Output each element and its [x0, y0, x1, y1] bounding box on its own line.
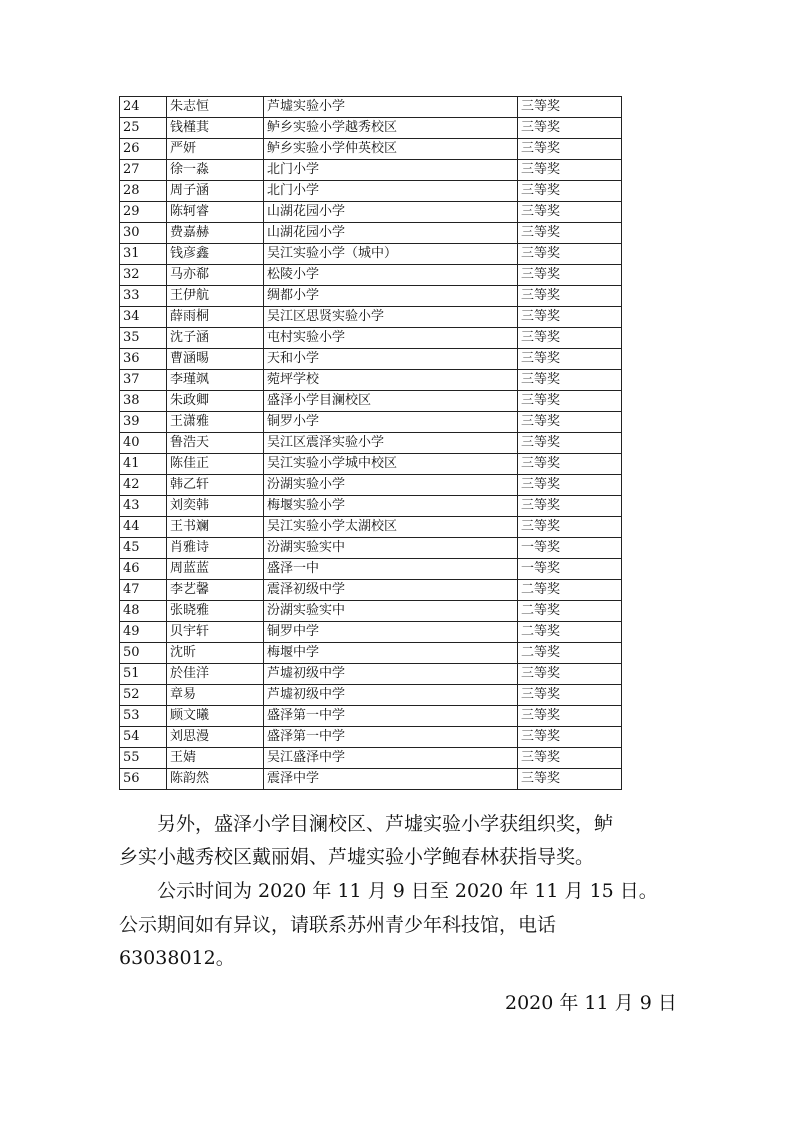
- document-date: 2020 年 11 月 9 日: [505, 992, 677, 1014]
- paragraph-notice-line1: 公示时间为 2020 年 11 月 9 日至 2020 年 11 月 15 日。: [157, 880, 658, 902]
- table-row: [120, 370, 622, 391]
- table-row: [120, 454, 622, 475]
- prize-level: 三等奖: [518, 202, 622, 223]
- prize-level: 三等奖: [518, 664, 622, 685]
- student-name: 曹涵晹: [167, 349, 264, 370]
- row-number: 43: [120, 496, 167, 517]
- student-name: 朱志恒: [167, 97, 264, 118]
- prize-level: 三等奖: [518, 286, 622, 307]
- row-number: 51: [120, 664, 167, 685]
- row-number: 44: [120, 517, 167, 538]
- prize-level: 三等奖: [518, 433, 622, 454]
- prize-level: 一等奖: [518, 559, 622, 580]
- table-row: [120, 559, 622, 580]
- student-name: 刘思漫: [167, 727, 264, 748]
- student-name: 张晓雅: [167, 601, 264, 622]
- prize-level: 三等奖: [518, 265, 622, 286]
- school-name: 盛泽第一中学: [264, 727, 518, 748]
- prize-level: 三等奖: [518, 181, 622, 202]
- table-row: [120, 685, 622, 706]
- student-name: 沈昕: [167, 643, 264, 664]
- table-row: [120, 244, 622, 265]
- row-number: 42: [120, 475, 167, 496]
- table-row: [120, 97, 622, 118]
- row-number: 37: [120, 370, 167, 391]
- table-row: [120, 286, 622, 307]
- row-number: 49: [120, 622, 167, 643]
- prize-level: 三等奖: [518, 97, 622, 118]
- prize-level: 二等奖: [518, 643, 622, 664]
- student-name: 王书斓: [167, 517, 264, 538]
- prize-level: 三等奖: [518, 139, 622, 160]
- paragraph-awards-line1: 另外，盛泽小学目澜校区、芦墟实验小学获组织奖，鲈: [157, 813, 614, 835]
- student-name: 朱政卿: [167, 391, 264, 412]
- prize-level: 二等奖: [518, 622, 622, 643]
- table-row: [120, 517, 622, 538]
- school-name: 芦墟初级中学: [264, 664, 518, 685]
- student-name: 费嘉赫: [167, 223, 264, 244]
- row-number: 40: [120, 433, 167, 454]
- table-row: [120, 412, 622, 433]
- school-name: 芦墟实验小学: [264, 97, 518, 118]
- prize-level: 三等奖: [518, 328, 622, 349]
- school-name: 屯村实验小学: [264, 328, 518, 349]
- school-name: 梅堰实验小学: [264, 496, 518, 517]
- prize-level: 三等奖: [518, 706, 622, 727]
- table-row: [120, 622, 622, 643]
- student-name: 严妍: [167, 139, 264, 160]
- student-name: 章易: [167, 685, 264, 706]
- row-number: 50: [120, 643, 167, 664]
- prize-level: 三等奖: [518, 769, 622, 790]
- school-name: 铜罗中学: [264, 622, 518, 643]
- school-name: 北门小学: [264, 160, 518, 181]
- table-row: [120, 706, 622, 727]
- row-number: 32: [120, 265, 167, 286]
- row-number: 55: [120, 748, 167, 769]
- school-name: 吴江实验小学城中校区: [264, 454, 518, 475]
- row-number: 38: [120, 391, 167, 412]
- school-name: 北门小学: [264, 181, 518, 202]
- student-name: 肖雅诗: [167, 538, 264, 559]
- row-number: 29: [120, 202, 167, 223]
- table-row: [120, 139, 622, 160]
- table-row: [120, 223, 622, 244]
- student-name: 薛雨桐: [167, 307, 264, 328]
- table-row: [120, 328, 622, 349]
- student-name: 陈韵然: [167, 769, 264, 790]
- table-row: [120, 181, 622, 202]
- student-name: 王潇雅: [167, 412, 264, 433]
- table-row: [120, 643, 622, 664]
- prize-level: 一等奖: [518, 538, 622, 559]
- school-name: 盛泽一中: [264, 559, 518, 580]
- student-name: 钱槿萁: [167, 118, 264, 139]
- prize-level: 三等奖: [518, 496, 622, 517]
- school-name: 天和小学: [264, 349, 518, 370]
- table-row: [120, 538, 622, 559]
- prize-level: 三等奖: [518, 307, 622, 328]
- table-row: [120, 601, 622, 622]
- table-row: [120, 475, 622, 496]
- award-table-body: [120, 97, 622, 790]
- row-number: 46: [120, 559, 167, 580]
- school-name: 吴江区震泽实验小学: [264, 433, 518, 454]
- school-name: 菀坪学校: [264, 370, 518, 391]
- table-row: [120, 202, 622, 223]
- student-name: 马亦郗: [167, 265, 264, 286]
- row-number: 35: [120, 328, 167, 349]
- row-number: 56: [120, 769, 167, 790]
- table-row: [120, 580, 622, 601]
- award-table: [119, 96, 622, 790]
- prize-level: 三等奖: [518, 454, 622, 475]
- table-row: [120, 307, 622, 328]
- school-name: 吴江区思贤实验小学: [264, 307, 518, 328]
- student-name: 陈佳正: [167, 454, 264, 475]
- prize-level: 三等奖: [518, 412, 622, 433]
- table-row: [120, 664, 622, 685]
- table-row: [120, 496, 622, 517]
- row-number: 25: [120, 118, 167, 139]
- row-number: 39: [120, 412, 167, 433]
- school-name: 震泽中学: [264, 769, 518, 790]
- student-name: 王伊航: [167, 286, 264, 307]
- row-number: 41: [120, 454, 167, 475]
- student-name: 周蓝蓝: [167, 559, 264, 580]
- table-row: [120, 391, 622, 412]
- table-row: [120, 748, 622, 769]
- student-name: 李艺馨: [167, 580, 264, 601]
- school-name: 芦墟初级中学: [264, 685, 518, 706]
- prize-level: 三等奖: [518, 118, 622, 139]
- school-name: 鲈乡实验小学越秀校区: [264, 118, 518, 139]
- student-name: 贝宇轩: [167, 622, 264, 643]
- student-name: 陈轲睿: [167, 202, 264, 223]
- row-number: 30: [120, 223, 167, 244]
- prize-level: 三等奖: [518, 160, 622, 181]
- prize-level: 三等奖: [518, 349, 622, 370]
- student-name: 王婧: [167, 748, 264, 769]
- school-name: 梅堰中学: [264, 643, 518, 664]
- prize-level: 三等奖: [518, 475, 622, 496]
- prize-level: 三等奖: [518, 244, 622, 265]
- table-row: [120, 727, 622, 748]
- school-name: 铜罗小学: [264, 412, 518, 433]
- row-number: 45: [120, 538, 167, 559]
- table-row: [120, 349, 622, 370]
- student-name: 周子涵: [167, 181, 264, 202]
- row-number: 47: [120, 580, 167, 601]
- row-number: 52: [120, 685, 167, 706]
- table-row: [120, 160, 622, 181]
- prize-level: 三等奖: [518, 748, 622, 769]
- prize-level: 三等奖: [518, 391, 622, 412]
- row-number: 34: [120, 307, 167, 328]
- row-number: 24: [120, 97, 167, 118]
- student-name: 刘奕韩: [167, 496, 264, 517]
- school-name: 吴江盛泽中学: [264, 748, 518, 769]
- school-name: 汾湖实验实中: [264, 601, 518, 622]
- row-number: 28: [120, 181, 167, 202]
- row-number: 53: [120, 706, 167, 727]
- prize-level: 二等奖: [518, 601, 622, 622]
- table-row: [120, 265, 622, 286]
- school-name: 震泽初级中学: [264, 580, 518, 601]
- table-row: [120, 118, 622, 139]
- student-name: 徐一淼: [167, 160, 264, 181]
- prize-level: 三等奖: [518, 685, 622, 706]
- student-name: 李瑾飒: [167, 370, 264, 391]
- school-name: 汾湖实验小学: [264, 475, 518, 496]
- school-name: 山湖花园小学: [264, 202, 518, 223]
- row-number: 31: [120, 244, 167, 265]
- student-name: 鲁浩天: [167, 433, 264, 454]
- student-name: 顾文曦: [167, 706, 264, 727]
- row-number: 26: [120, 139, 167, 160]
- school-name: 山湖花园小学: [264, 223, 518, 244]
- prize-level: 三等奖: [518, 223, 622, 244]
- student-name: 韩乙轩: [167, 475, 264, 496]
- row-number: 33: [120, 286, 167, 307]
- school-name: 鲈乡实验小学仲英校区: [264, 139, 518, 160]
- school-name: 松陵小学: [264, 265, 518, 286]
- school-name: 吴江实验小学（城中）: [264, 244, 518, 265]
- row-number: 48: [120, 601, 167, 622]
- school-name: 绸都小学: [264, 286, 518, 307]
- row-number: 36: [120, 349, 167, 370]
- row-number: 54: [120, 727, 167, 748]
- prize-level: 二等奖: [518, 580, 622, 601]
- table-row: [120, 433, 622, 454]
- table-row: [120, 769, 622, 790]
- school-name: 吴江实验小学太湖校区: [264, 517, 518, 538]
- paragraph-awards-line2: 乡实小越秀校区戴丽娟、芦墟实验小学鲍春林获指导奖。: [119, 846, 595, 868]
- paragraph-notice-line2: 公示期间如有异议，请联系苏州青少年科技馆，电话: [119, 914, 557, 936]
- prize-level: 三等奖: [518, 370, 622, 391]
- school-name: 盛泽小学目澜校区: [264, 391, 518, 412]
- row-number: 27: [120, 160, 167, 181]
- prize-level: 三等奖: [518, 517, 622, 538]
- school-name: 盛泽第一中学: [264, 706, 518, 727]
- prize-level: 三等奖: [518, 727, 622, 748]
- student-name: 钱彦鑫: [167, 244, 264, 265]
- student-name: 沈子涵: [167, 328, 264, 349]
- paragraph-notice-line3: 63038012。: [119, 947, 235, 969]
- student-name: 於佳洋: [167, 664, 264, 685]
- school-name: 汾湖实验实中: [264, 538, 518, 559]
